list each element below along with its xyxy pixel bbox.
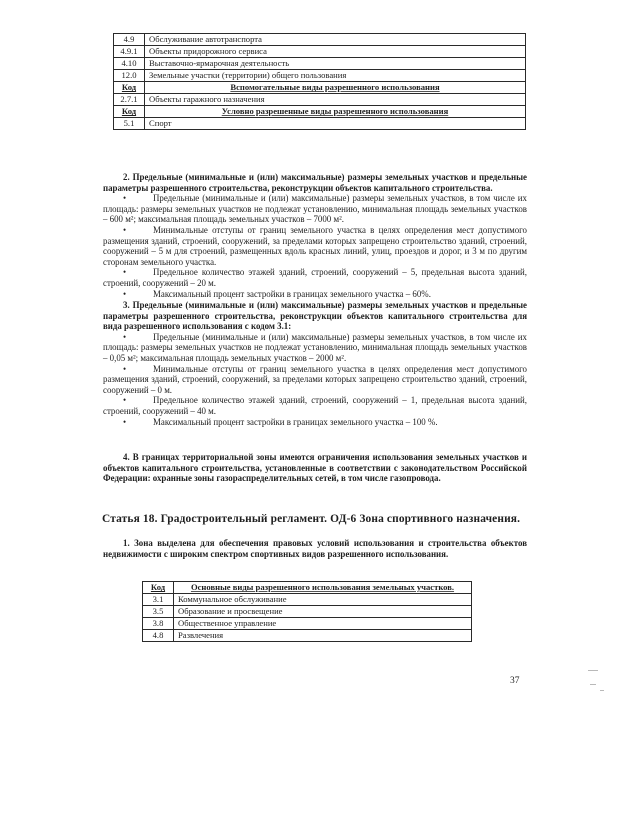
use-name-cell: Обслуживание автотранспорта	[145, 34, 526, 46]
bullet-icon: •	[123, 416, 127, 427]
permitted-uses-table-bottom	[142, 581, 472, 642]
scan-artifact	[588, 670, 598, 671]
section-3-heading: 3. Предельные (минимальные и (или) максимальные) размеры земельных участков и предельные параметры разрешенного строительства, реконструкции объектов капитального строительства для вида разрешенного использования с кодом 3.1:	[103, 300, 527, 332]
bullet-text: Предельные (минимальные и (или) максимальные) размеры земельных участков, в том числе их площадь: размеры земельных участков не подлежат установлению, минимальная площадь земельных участков – 0,05 м²; максимальная площадь земельных участков – 2000 м².	[103, 331, 527, 363]
article-intro-text: 1. Зона выделена для обеспечения правовых условий использования и строительства объектов недвижимости с широким спектром спортивных видов разрешенного использования.	[103, 538, 527, 559]
code-cell: 3.8	[143, 618, 174, 630]
code-cell: 4.9.1	[114, 46, 145, 58]
bullet-paragraph	[103, 395, 527, 416]
bullet-text: Предельные (минимальные и (или) максимальные) размеры земельных участков, в том числе их площадь: размеры земельных участков не подлежат установлению, минимальная площадь земельных участков – 600 м²; максимальная площадь земельных участков – 7000 м².	[103, 193, 527, 225]
page-number: 37	[510, 676, 520, 686]
table-row	[114, 70, 526, 82]
bullet-paragraph	[103, 193, 527, 225]
table-row	[143, 606, 472, 618]
bullet-icon: •	[123, 267, 127, 278]
table-bottom-body	[143, 582, 472, 642]
section-4-text: 4. В границах территориальной зоны имеются ограничения использования земельных участков и объектов капитального строительства, установленные в соответствии с законодательством Российской Федерации: охранные зоны газораспределительных сетей, в том числе газопровода.	[103, 452, 527, 484]
permitted-uses-table-top	[113, 33, 526, 130]
code-cell: 4.10	[114, 58, 145, 70]
bullet-icon: •	[123, 193, 127, 204]
article-title: Статья 18. Градостроительный регламент. ОД-6 Зона спортивного назначения.	[102, 513, 521, 525]
bullet-icon: •	[123, 363, 127, 374]
bullet-icon: •	[123, 331, 127, 342]
section-2-heading: 2. Предельные (минимальные и (или) максимальные) размеры земельных участков и предельные параметры разрешенного строительства, реконструкции объектов капитального строительства.	[103, 172, 527, 193]
use-name-cell: Объекты придорожного сервиса	[145, 46, 526, 58]
code-cell: 4.8	[143, 630, 174, 642]
table-header-row	[114, 82, 526, 94]
table-row	[114, 58, 526, 70]
use-name-cell: Основные виды разрешенного использования земельных участков.	[174, 582, 472, 594]
code-cell: 3.1	[143, 594, 174, 606]
bullet-text: Максимальный процент застройки в границах земельного участка – 100 %.	[153, 416, 438, 427]
bullet-paragraph	[103, 417, 527, 428]
use-name-cell: Спорт	[145, 118, 526, 130]
bullet-paragraph	[103, 332, 527, 364]
table-row	[114, 34, 526, 46]
table-row	[143, 630, 472, 642]
table-header-row	[143, 582, 472, 594]
bullet-icon: •	[123, 395, 127, 406]
code-cell: 2.7.1	[114, 94, 145, 106]
use-name-cell: Объекты гаражного назначения	[145, 94, 526, 106]
table-row	[143, 594, 472, 606]
use-name-cell: Выставочно-ярмарочная деятельность	[145, 58, 526, 70]
use-name-cell: Коммунальное обслуживание	[174, 594, 472, 606]
use-name-cell: Образование и просвещение	[174, 606, 472, 618]
bullet-paragraph	[103, 267, 527, 288]
use-name-cell: Земельные участки (территории) общего пользования	[145, 70, 526, 82]
code-cell: Код	[114, 106, 145, 118]
bullet-icon: •	[123, 224, 127, 235]
code-cell: 5.1	[114, 118, 145, 130]
use-name-cell: Развлечения	[174, 630, 472, 642]
table-row	[114, 46, 526, 58]
section-3	[103, 300, 527, 427]
section-3-bullets	[103, 332, 527, 427]
table-row	[114, 118, 526, 130]
use-name-cell: Вспомогательные виды разрешенного использования	[145, 82, 526, 94]
bullet-paragraph	[103, 289, 527, 300]
table-header-row	[114, 106, 526, 118]
section-2	[103, 172, 527, 299]
code-cell: Код	[114, 82, 145, 94]
use-name-cell: Условно разрешенные виды разрешенного использования	[145, 106, 526, 118]
scan-artifact	[600, 690, 604, 691]
code-cell: 12.0	[114, 70, 145, 82]
section-2-bullets	[103, 193, 527, 299]
section-4	[103, 452, 527, 484]
use-name-cell: Общественное управление	[174, 618, 472, 630]
table-top-body	[114, 34, 526, 130]
bullet-text: Минимальные отступы от границ земельного участка в целях определения мест допустимого размещения зданий, строений, сооружений, за пределами которых запрещено строительство зданий, строений, сооружений – 5 м для строений, размещенных вдоль красных линий, улиц, проездов и дорог, и 3 м по другим сторонам земельного участка.	[103, 224, 527, 267]
bullet-text: Предельное количество этажей зданий, строений, сооружений – 5, предельная высота зданий, строений, сооружений – 20 м.	[103, 267, 527, 288]
table-row	[143, 618, 472, 630]
table-row	[114, 94, 526, 106]
bullet-text: Минимальные отступы от границ земельного участка в целях определения мест допустимого размещения зданий, строений, сооружений, за пределами которых запрещено строительство зданий, строений, сооружений – 0 м.	[103, 363, 527, 395]
scan-artifact	[590, 684, 596, 685]
bullet-paragraph	[103, 225, 527, 267]
bullet-paragraph	[103, 364, 527, 396]
bullet-text: Предельное количество этажей зданий, строений, сооружений – 1, предельная высота зданий, строений, сооружений – 40 м.	[103, 395, 527, 416]
bullet-text: Максимальный процент застройки в границах земельного участка – 60%.	[153, 288, 431, 299]
article-intro	[103, 538, 527, 559]
bullet-icon: •	[123, 288, 127, 299]
code-cell: 4.9	[114, 34, 145, 46]
code-cell: Код	[143, 582, 174, 594]
code-cell: 3.5	[143, 606, 174, 618]
